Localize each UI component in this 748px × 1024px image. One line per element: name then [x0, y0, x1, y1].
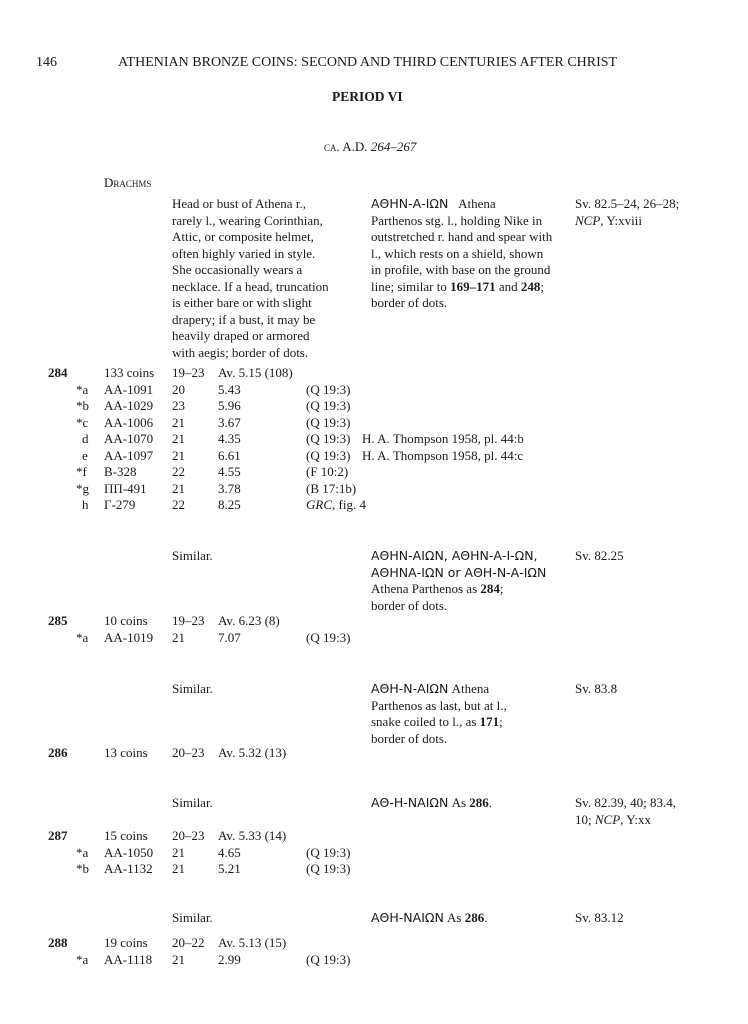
reverse-legend: ΑΘΗΝΑ-ΙΩΝ or ΑΘΗ-Ν-Α-ΙΩΝ [371, 564, 547, 580]
table-row [0, 481, 748, 498]
specimen-diameter: 21 [172, 629, 185, 645]
specimen-weight: 3.78 [218, 480, 241, 496]
inventory-number: AA-1091 [104, 381, 154, 397]
inventory-number: AA-1097 [104, 447, 154, 463]
references [575, 196, 679, 229]
diameter-range: 20–23 [172, 745, 205, 760]
specimen-letter: *b [76, 861, 89, 876]
obverse-line: is either bare or with slight [172, 295, 312, 310]
references [575, 795, 676, 828]
deposit-ref: (Q 19:3) [306, 381, 351, 397]
specimen-diameter: 21 [172, 951, 185, 967]
reverse-ref-suffix: ; [499, 714, 503, 729]
table-row [0, 845, 748, 862]
reverse-legend: ΑΘΗΝ-Α-ΙΩΝ [371, 196, 449, 211]
group-number: 287 [48, 828, 68, 843]
reverse-line: Parthenos as last, but at l., [371, 697, 507, 713]
inventory-number: AA-1132 [104, 861, 153, 876]
reverse-ref-suffix: . [488, 795, 493, 810]
reverse-line: in profile, with base on the ground [371, 262, 551, 277]
references: Sv. 82.25 [575, 548, 624, 563]
deposit-ref: (Q 19:3) [306, 398, 351, 413]
reverse-ref-suffix: . [484, 910, 488, 925]
reverse-legend: ΑΘΗ-Ν-ΑΙΩΝ [371, 681, 449, 696]
reverse-line: border of dots. [371, 730, 448, 746]
table-row [0, 448, 748, 465]
obverse-line: drapery; if a bust, it may be [172, 311, 316, 327]
reverse-ref: 286 [464, 910, 485, 925]
specimen-weight: 5.96 [218, 398, 241, 413]
inventory-number: AA-1118 [104, 951, 153, 967]
table-row [0, 861, 748, 878]
date-years: 264–267 [370, 139, 417, 154]
reverse-line: border of dots. [371, 597, 448, 613]
specimen-weight: 4.65 [218, 844, 241, 860]
obverse-line: often highly varied in style. [172, 245, 316, 261]
deposit-ref: (Q 19:3) [306, 414, 351, 430]
period-title: PERIOD VI [332, 89, 403, 104]
diameter-range: 19–23 [172, 613, 205, 628]
specimen-diameter: 21 [172, 480, 185, 496]
specimen-letter: *f [76, 464, 87, 479]
deposit-ref: (Q 19:3) [306, 951, 351, 967]
reference-line: Sv. 82.39, 40; 83.4, [575, 795, 676, 810]
inventory-number: AA-1070 [104, 431, 154, 446]
deposit-ref-ital: GRC [306, 497, 332, 512]
reverse-ref: 171 [479, 714, 500, 729]
specimen-letter: *a [76, 844, 89, 860]
reference-ital: NCP [575, 212, 601, 228]
reference-line: Sv. 82.5–24, 26–28; [575, 196, 680, 211]
specimen-letter: *b [76, 398, 89, 413]
specimen-weight: 6.61 [218, 447, 241, 463]
obverse-line: with aegis; border of dots. [172, 344, 309, 360]
deposit-ref: (F 10:2) [306, 464, 349, 479]
reverse-text: snake coiled to l., as [371, 714, 480, 729]
date-range [324, 139, 416, 156]
deposit-ref: (Q 19:3) [306, 844, 351, 860]
specimen-letter: h [82, 497, 89, 512]
obverse-description [172, 196, 329, 361]
reverse-text: Athena [448, 681, 490, 696]
specimen-list [0, 845, 748, 878]
specimen-diameter: 22 [172, 464, 185, 479]
table-row [0, 630, 748, 647]
deposit-ref: (B 17:1b) [306, 480, 357, 496]
inventory-number: AA-1029 [104, 398, 154, 413]
table-row [0, 952, 748, 969]
denomination-heading: Drachms [104, 175, 152, 190]
inventory-number: B-328 [104, 464, 137, 479]
obverse-similar: Similar. [172, 681, 213, 696]
deposit-ref-rest: , fig. 4 [332, 497, 366, 512]
reference-rest: 10; [575, 811, 595, 827]
specimen-diameter: 21 [172, 844, 185, 860]
obverse-line: She occasionally wears a [172, 262, 303, 277]
reverse-legend: ΑΘ-Η-ΝΑΙΩΝ [371, 795, 449, 810]
group-number: 285 [48, 613, 68, 628]
reference-rest: , Y:xviii [600, 212, 642, 228]
average-weight: Av. 5.13 (15) [218, 935, 287, 950]
reverse-ref: 248 [520, 278, 541, 294]
reverse-line-rest: Athena [458, 196, 496, 211]
inventory-number: ΠΠ-491 [104, 480, 147, 496]
average-weight: Av. 5.33 (14) [218, 828, 287, 843]
specimen-letter: e [82, 447, 88, 463]
coin-count: 19 coins [104, 935, 148, 950]
table-row [0, 464, 748, 481]
obverse-line: Head or bust of Athena r., [172, 196, 306, 211]
reverse-description [371, 795, 492, 812]
inventory-number: AA-1019 [104, 629, 154, 645]
inventory-number: AA-1006 [104, 414, 154, 430]
deposit-ref: (Q 19:3) [306, 629, 351, 645]
reverse-text: As [443, 910, 465, 925]
reverse-ref: 284 [480, 581, 500, 596]
references: Sv. 83.8 [575, 681, 618, 696]
specimen-letter: *a [76, 381, 89, 397]
deposit-ref: (Q 19:3) [306, 431, 351, 446]
reverse-line: l., which rests on a shield, shown [371, 245, 544, 261]
reference-rest: , Y:xx [620, 811, 651, 827]
specimen-diameter: 20 [172, 381, 185, 397]
reverse-legend: ΑΘΗ-ΝΑΙΩΝ [371, 910, 444, 925]
table-row [0, 415, 748, 432]
obverse-similar: Similar. [172, 910, 213, 925]
reverse-description [371, 548, 546, 614]
reverse-text: As [448, 795, 470, 810]
reverse-description [371, 196, 552, 312]
specimen-weight: 4.35 [218, 431, 241, 446]
specimen-weight: 5.43 [218, 381, 241, 397]
inventory-number: Γ-279 [104, 497, 136, 512]
publication-note: H. A. Thompson 1958, pl. 44:c [362, 447, 524, 463]
specimen-weight: 4.55 [218, 464, 241, 479]
reverse-line: border of dots. [371, 295, 448, 310]
reverse-text: Athena Parthenos as [371, 581, 481, 596]
reference-ital: NCP [594, 811, 621, 827]
deposit-ref [306, 497, 366, 514]
reverse-legend: ΑΘΗΝ-ΑΙΩΝ, ΑΘΗΝ-Α-Ι-ΩΝ, [371, 548, 538, 563]
reverse-line: outstretched r. hand and spear with [371, 229, 553, 244]
deposit-ref: (Q 19:3) [306, 447, 351, 463]
coin-count: 13 coins [104, 745, 148, 760]
deposit-ref: (Q 19:3) [306, 861, 351, 876]
obverse-similar: Similar. [172, 795, 213, 810]
obverse-line: Attic, or composite helmet, [172, 229, 314, 244]
inventory-number: AA-1050 [104, 844, 154, 860]
table-row [0, 431, 748, 448]
coin-count: 133 coins [104, 365, 155, 380]
specimen-weight: 3.67 [218, 414, 241, 430]
specimen-weight: 7.07 [218, 629, 241, 645]
diameter-range: 20–23 [172, 828, 205, 843]
obverse-similar: Similar. [172, 548, 213, 563]
reverse-ref-suffix: ; [499, 581, 504, 596]
coin-count: 10 coins [104, 613, 148, 628]
obverse-line: heavily draped or armored [172, 328, 310, 343]
table-row [0, 497, 748, 514]
group-number: 286 [48, 745, 68, 760]
publication-note: H. A. Thompson 1958, pl. 44:b [362, 431, 524, 446]
specimen-diameter: 21 [172, 431, 185, 446]
specimen-weight: 5.21 [218, 861, 241, 876]
specimen-letter: *a [76, 629, 89, 645]
reverse-ref-and: and [495, 278, 521, 294]
specimen-weight: 2.99 [218, 951, 241, 967]
date-prefix: ca. A.D. [324, 139, 371, 154]
table-row [0, 398, 748, 415]
specimen-diameter: 22 [172, 497, 185, 512]
table-row [0, 382, 748, 399]
obverse-line: necklace. If a head, truncation [172, 278, 329, 294]
reverse-description [371, 910, 488, 927]
specimen-diameter: 21 [172, 447, 185, 463]
average-weight: Av. 5.32 (13) [218, 745, 287, 760]
obverse-line: rarely l., wearing Corinthian, [172, 212, 323, 228]
specimen-list [0, 382, 748, 514]
specimen-diameter: 23 [172, 398, 185, 413]
coin-count: 15 coins [104, 828, 148, 843]
reverse-ref-suffix: ; [540, 278, 544, 294]
average-weight: Av. 5.15 (108) [218, 365, 293, 380]
group-number: 288 [48, 935, 68, 950]
page-number: 146 [36, 55, 57, 70]
reverse-ref-prefix: line; similar to [371, 278, 451, 294]
average-weight: Av. 6.23 (8) [218, 613, 280, 628]
group-number: 284 [48, 365, 68, 380]
references: Sv. 83.12 [575, 910, 624, 925]
diameter-range: 20–22 [172, 935, 205, 950]
specimen-letter: *a [76, 951, 89, 967]
specimen-diameter: 21 [172, 414, 185, 430]
specimen-letter: d [82, 431, 89, 446]
running-title: ATHENIAN BRONZE COINS: SECOND AND THIRD CENTURIES AFTER CHRIST [118, 55, 618, 70]
specimen-letter: *g [76, 480, 89, 496]
specimen-list [0, 952, 748, 969]
reverse-line: Parthenos stg. l., holding Nike in [371, 212, 543, 228]
reverse-ref: 286 [469, 795, 489, 810]
specimen-weight: 8.25 [218, 497, 241, 512]
reverse-description [371, 681, 507, 747]
diameter-range: 19–23 [172, 365, 205, 380]
specimen-list [0, 630, 748, 647]
reverse-ref: 169–171 [450, 278, 496, 294]
specimen-letter: *c [76, 414, 89, 430]
specimen-diameter: 21 [172, 861, 185, 876]
